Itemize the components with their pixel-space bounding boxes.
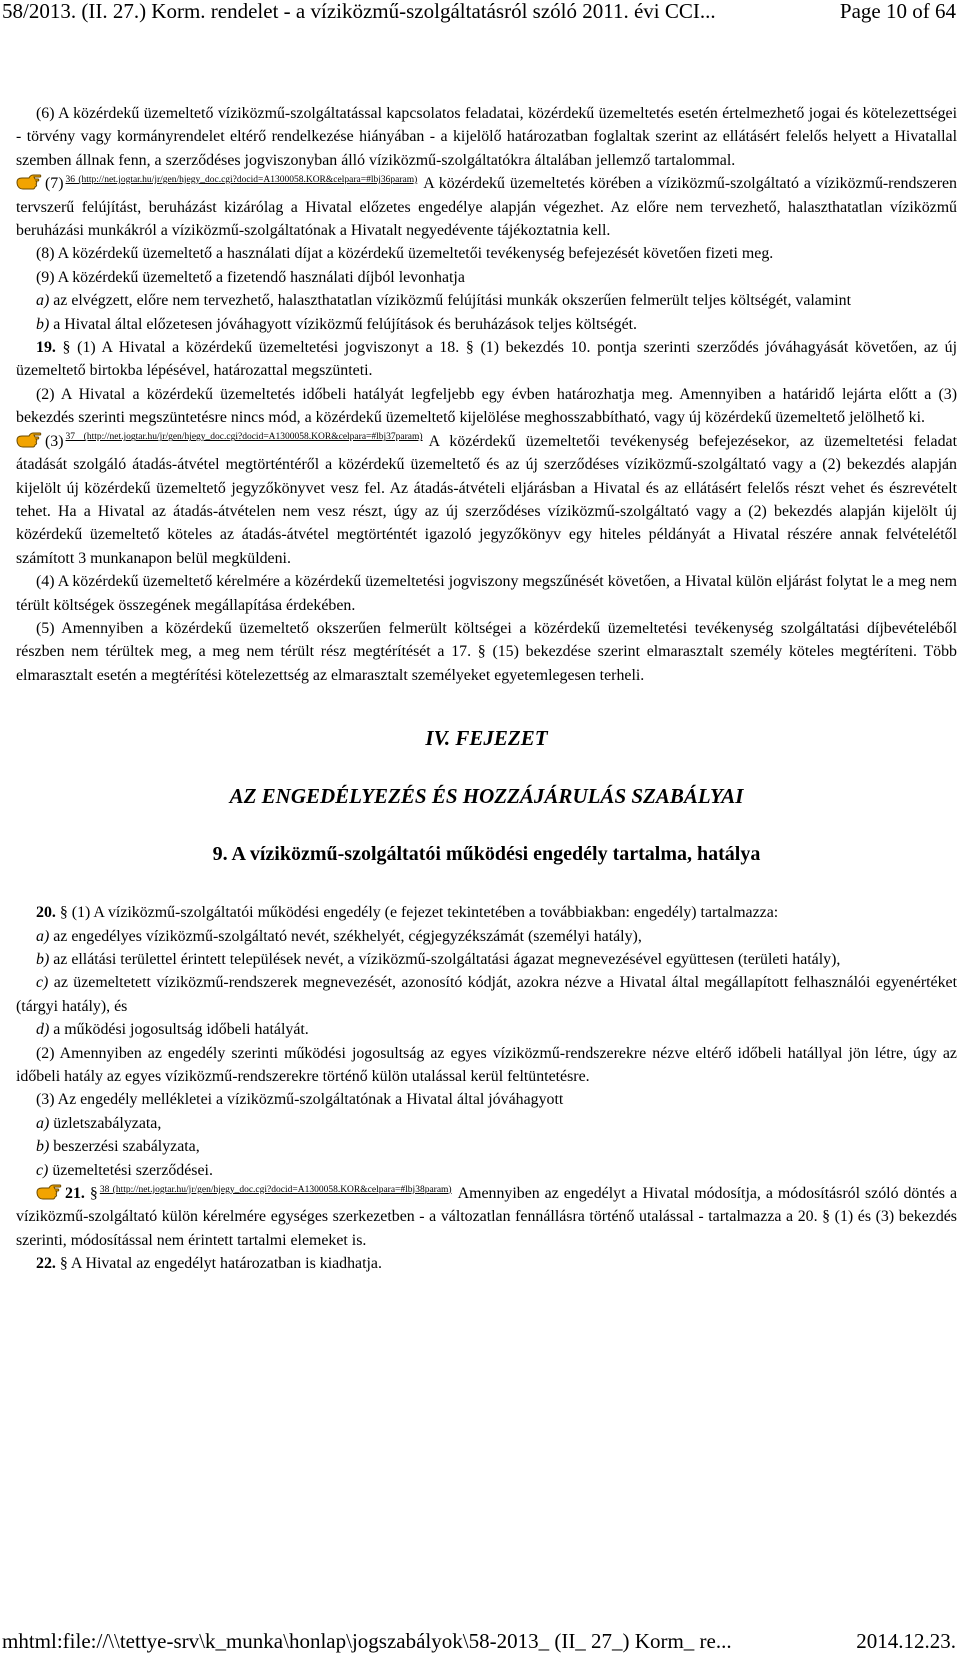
- file-path: mhtml:file://\\tettye-srv\k_munka\honlap\jogszabályok\58-2013_ (II_ 27_) Korm_ re...: [2, 1629, 732, 1653]
- point-label: b): [36, 950, 50, 968]
- paragraph-number: (3): [45, 432, 64, 450]
- browser-print-footer: [0, 1626, 960, 1654]
- section-19-paragraph-1: [16, 336, 957, 383]
- section-number: 19.: [36, 339, 56, 357]
- section-19-paragraph-2: (2) A Hivatal a közérdekű üzemeltetés időbeli hatályát legfeljebb egy évben határozhatja meg. Amennyiben a határidő lejárta előtt a (3) bekezdés szerinti megszüntetésre nincs mód, a közérdekű üzemeltető kijelölése meghosszabbítható, vagy új közérdekű üzemeltető jelölhető ki.: [16, 385, 957, 427]
- footnote-link-37[interactable]: 37 (http://net.jogtar.hu/jr/gen/hjegy_doc.cgi?docid=A1300058.KOR&celpara=#lbj37param): [65, 432, 423, 443]
- paragraph-7: [16, 172, 957, 242]
- page-number: Page 10 of 64: [839, 0, 956, 23]
- section-heading: 9. A víziközmű-szolgáltatói működési engedély tartalma, hatálya: [212, 843, 761, 866]
- paragraph-6: (6) A közérdekű üzemeltető víziközmű-szolgáltatással kapcsolatos feladatai, közérdekű üzemeltetés esetén értelmezhető jogai és kötelezettségei - törvény vagy kormányrendelet eltérő rendelkezése hiányában - a kijelölő határozatban foglaltak szerint az ellátásért felelős helyett a Hivatallal szemben állnak fenn, a szerződéses jogviszonyban álló víziközmű-szolgáltatókra általában jellemző tartalommal.: [16, 105, 957, 169]
- section-20-paragraph-2: (2) Amennyiben az engedély szerinti működési jogosultság az egyes víziközmű-rendszerekre nézve eltérő időbeli hatállyal jön létre, úgy az időbeli hatály az egyes víziközmű-rendszerekre történő külön utalással kerül feltüntetésre.: [16, 1044, 957, 1085]
- print-date: 2014.12.23.: [856, 1629, 956, 1653]
- section-20-paragraph-1: [16, 901, 957, 924]
- paragraph-9: (9) A közérdekű üzemeltető a fizetendő használati díjból levonhatja: [36, 268, 465, 286]
- section-20-point-3b: [16, 1135, 957, 1158]
- section-20-point-b: [16, 948, 957, 971]
- point-label: c): [36, 1161, 49, 1179]
- footnote-link-38[interactable]: 38 (http://net.jogtar.hu/jr/gen/hjegy_doc.cgi?docid=A1300058.KOR&celpara=#lbj38param): [99, 1184, 452, 1195]
- chapter-title: IV. FEJEZET: [425, 726, 548, 751]
- paragraph-text: A közérdekű üzemeltetői tevékenység befejezésekor, az üzemeltetési feladat átadását szolgáló átadás-átvétel megtörténtéről a közérdekű üzemeltető és az új szerződéses víziközmű-szolgáltató vagy a (2) bekezdés alapján kijelölt új közérdekű üzemeltető jegyzőkönyvet vesz fel. Az átadás-átvételi eljárásban a Hivatal és az ellátásért felelős részt vehet és észrevételt tehet. Ha a Hivatal az átadás-átvételen nem vesz részt, úgy az új szerződéses víziközmű-szolgáltató vagy a (2) bekezdés alapján kijelölt új közérdekű üzemeltető köteles az átadás-átvétel megtörténtét igazoló jegyzőkönyv egy hiteles példányát a Hivatal részére annak felvételétől számított 3 munkanapon belül megküldeni.: [16, 432, 957, 567]
- section-20-paragraph-3: (3) Az engedély mellékletei a víziközmű-szolgáltatónak a Hivatal által jóváhagyott: [36, 1091, 564, 1109]
- section-20-point-a: [16, 925, 957, 948]
- point-text: az engedélyes víziközmű-szolgáltató nevét, székhelyét, cégjegyzékszámát (személyi hatály),: [53, 927, 642, 945]
- section-text: § (1) A Hivatal a közérdekű üzemeltetési jogviszonyt a 18. § (1) bekezdés 10. pontja szerinti szerződés jóváhagyását követően, az új üzemeltető birtokba lépésével, határozattal megszünteti.: [16, 339, 957, 380]
- document-body: [16, 102, 957, 1276]
- point-label: b): [36, 315, 50, 333]
- point-text: a Hivatal által előzetesen jóváhagyott víziközmű felújítások és beruházások teljes költségét.: [53, 315, 638, 333]
- point-label: b): [36, 1138, 50, 1156]
- section-20-point-d: [16, 1018, 957, 1041]
- section-19-paragraph-3: [16, 430, 957, 570]
- paragraph-7-text: A közérdekű üzemeltetés körében a víziközmű-szolgáltató a víziközmű-rendszeren tervszerű felújítást, beruházást kizárólag a Hivatal előzetes engedélye alapján végezhet. Az előre nem tervezhető, halaszthatatlan víziközmű beruházási munkákról a víziközmű-szolgáltatónak a Hivatalt negyedévente tájékoztatnia kell.: [16, 175, 957, 240]
- section-text: § A Hivatal az engedélyt határozatban is kiadhatja.: [59, 1255, 382, 1273]
- point-label: d): [36, 1021, 50, 1039]
- section-20-point-3c: [16, 1159, 957, 1182]
- point-label: a): [36, 292, 50, 310]
- paragraph-8: (8) A közérdekű üzemeltető a használati díjat a közérdekű üzemeltetői tevékenység befejezését követően fizeti meg.: [36, 245, 774, 263]
- pointing-hand-icon[interactable]: [16, 431, 42, 449]
- chapter-subtitle: AZ ENGEDÉLYEZÉS ÉS HOZZÁJÁRULÁS SZABÁLYAI: [229, 784, 744, 809]
- section-sign: §: [89, 1185, 98, 1203]
- section-21: [16, 1182, 957, 1252]
- document-title: 58/2013. (II. 27.) Korm. rendelet - a víziközmű-szolgáltatásról szóló 2011. évi CCI...: [2, 0, 716, 23]
- section-19-paragraph-4: (4) A közérdekű üzemeltető kérelmére a közérdekű üzemeltetési jogviszony megszűnését követően, a Hivatal külön eljárást folytat le a meg nem térült költségek összegének megállapítása érdekében.: [16, 573, 957, 614]
- point-text: üzletszabályzata,: [53, 1114, 162, 1132]
- section-number: 22.: [36, 1255, 56, 1273]
- section-20-point-c: [16, 971, 957, 1018]
- point-text: beszerzési szabályzata,: [53, 1138, 200, 1156]
- section-22: [16, 1252, 957, 1275]
- section-20-point-3a: [16, 1112, 957, 1135]
- section-number: 20.: [36, 904, 56, 922]
- point-text: az ellátási területtel érintett települések nevét, a víziközmű-szolgáltatási ágazat megnevezésével együttesen (területi hatály),: [53, 950, 841, 968]
- paragraph-9-a: [16, 289, 957, 312]
- pointing-hand-icon[interactable]: [36, 1183, 62, 1201]
- paragraph-7-number: (7): [45, 175, 64, 193]
- point-text: az üzemeltetett víziközmű-rendszerek megnevezését, azonosító kódját, azokra nézve a Hivatal által megállapított felhasználói egyenértéket (tárgyi hatály), és: [16, 974, 957, 1015]
- pointing-hand-icon[interactable]: [16, 173, 42, 191]
- footnote-link-36[interactable]: 36 (http://net.jogtar.hu/jr/gen/hjegy_doc.cgi?docid=A1300058.KOR&celpara=#lbj36param): [65, 174, 418, 185]
- section-text: Amennyiben az engedélyt a Hivatal módosítja, a módosításról szóló döntés a víziközmű-szolgáltató külön kérelmére egységes szerkezetben - a változatlan fennállásra történő utalással - tartalmazza a 20. § (1) és (3) bekezdés szerinti, módosítással nem érintett tartalmi elemeket is.: [16, 1185, 957, 1249]
- point-label: a): [36, 1114, 50, 1132]
- section-number: 21.: [65, 1185, 85, 1203]
- section-19-paragraph-5: (5) Amennyiben a közérdekű üzemeltető okszerűen felmerült költségei a közérdekű üzemeltetési tevékenység szolgáltatási díjbevételéből részben nem térültek meg, a meg nem térült rész megtérítését a 17. § (15) bekezdése szerint elmarasztalt személy köteles megtéríteni. Több elmarasztalt esetén a megtérítési kötelezettség az elmarasztalt személyeket egyetemlegesen terheli.: [16, 619, 957, 684]
- point-text: az elvégzett, előre nem tervezhető, halaszthatatlan víziközmű felújítási munkák okszerűen felmerült teljes költségét, valamint: [53, 292, 851, 310]
- point-label: a): [36, 927, 50, 945]
- browser-print-header: [0, 0, 960, 34]
- point-text: üzemeltetési szerződései.: [52, 1161, 213, 1179]
- paragraph-9-b: [16, 313, 957, 336]
- point-text: a működési jogosultság időbeli hatályát.: [53, 1021, 309, 1039]
- section-text: § (1) A víziközmű-szolgáltatói működési engedély (e fejezet tekintetében a továbbiakban: engedély) tartalmazza:: [59, 904, 779, 922]
- point-label: c): [36, 974, 49, 992]
